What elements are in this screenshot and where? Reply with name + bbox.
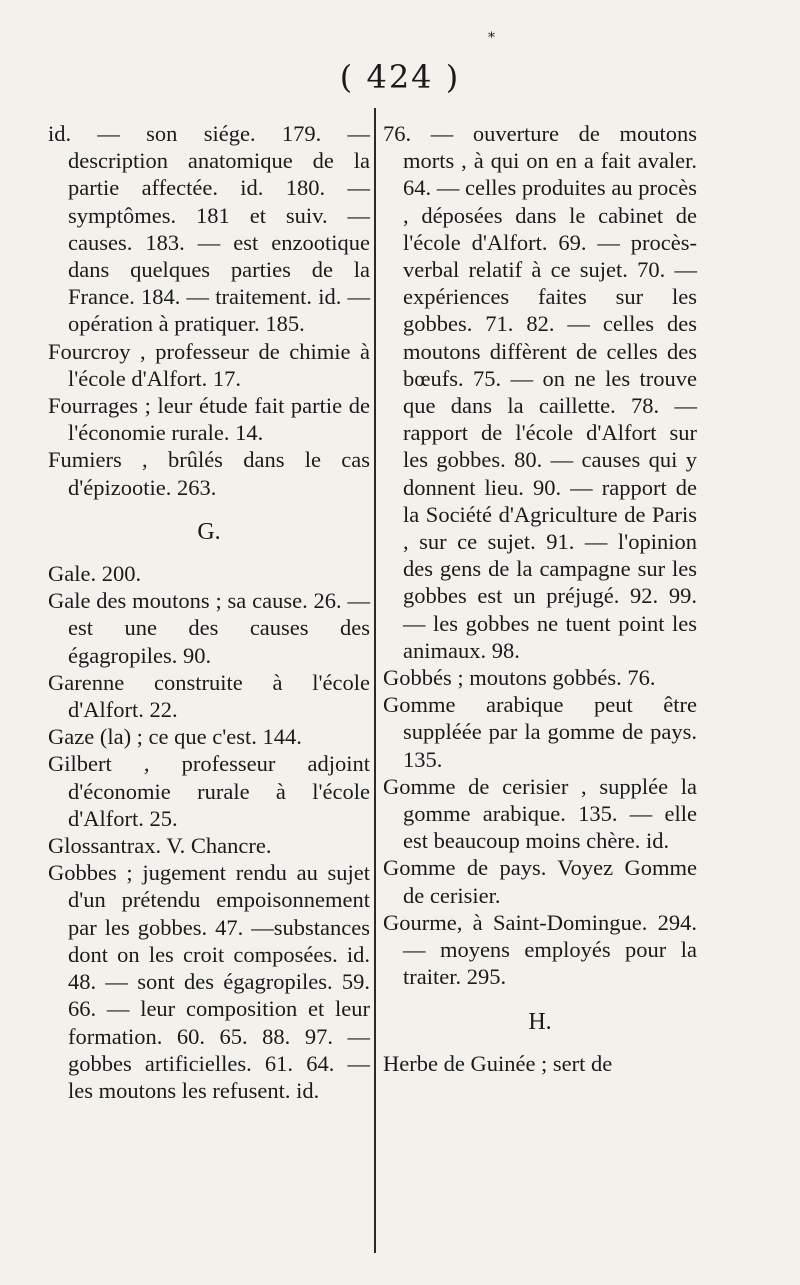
index-entry: Fumiers , brûlés dans le cas d'épizootie. 263. [48, 447, 370, 500]
index-entry: Gomme de pays. Voyez Gomme de cerisier. [383, 855, 697, 908]
section-letter: G. [197, 518, 221, 545]
printer-mark: * [488, 30, 495, 46]
index-entry: Garenne construite à l'école d'Alfort. 22. [48, 669, 370, 723]
page-number: ( 424 ) [339, 58, 461, 96]
index-entry: Gomme arabique peut être suppléée par la gomme de pays. 135. [383, 692, 697, 772]
index-entry: 76. — ouverture de moutons morts , à qui on en a fait avaler. 64. — celles produites au procès , déposées dans le cabinet de l'école d'Alfort. 69. — procès-verbal relatif à ce sujet. 70. — expériences faites sur les gobbes. 71. 82. — celles des moutons diffèrent de celles des bœufs. 75. — on ne les trouve que dans la caillette. 78. — rapport de l'école d'Alfort sur les gobbes. 80. — causes qui y donnent lieu. 90. — rapport de la Société d'Agriculture de Paris , sur ce sujet. 91. — l'opinion des gens de la campagne sur les gobbes est un préjugé. 92. 99. — les gobbes ne tuent point les animaux. 98. [383, 121, 697, 663]
left-column [48, 120, 370, 1104]
index-entry: Gilbert , professeur adjoint d'économie rurale à l'école d'Alfort. 25. [48, 751, 370, 831]
index-entry: Gale des moutons ; sa cause. 26. — est une des causes des égagropiles. 90. [48, 588, 370, 668]
index-entry: Gale. 200. [48, 561, 142, 587]
index-entry: Herbe de Guinée ; sert de [383, 1050, 613, 1076]
index-entry: id. — son siége. 179. — description anatomique de la partie affectée. id. 180. —symptômes. 181 et suiv. — causes. 183. — est enzootique dans quelques parties de la France. 184. — traitement. id. — opération à pratiquer. 185. [48, 121, 370, 337]
section-letter: H. [528, 1008, 552, 1035]
index-entry: Glossantrax. V. Chancre. [48, 833, 272, 859]
index-entry: Gobbés ; moutons gobbés. 76. [383, 665, 656, 691]
index-entry: Gobbes ; jugement rendu au sujet d'un prétendu empoisonnement par les gobbes. 47. —substances dont on les croit composées. id. 48. — sont des égagropiles. 59. 66. — leur composition et leur formation. 60. 65. 88. 97. — gobbes artificielles. 61. 64. — les moutons les refusent. id. [48, 860, 370, 1103]
index-entry: Fourcroy , professeur de chimie à l'école d'Alfort. 17. [48, 338, 370, 391]
column-divider [374, 108, 376, 1253]
index-entry: Gourme, à Saint-Domingue. 294. — moyens employés pour la traiter. 295. [383, 909, 697, 990]
index-entry: Gaze (la) ; ce que c'est. 144. [48, 724, 302, 750]
right-column [383, 120, 697, 1077]
index-entry: Gomme de cerisier , supplée la gomme arabique. 135. — elle est beaucoup moins chère. id. [383, 773, 697, 854]
index-entry: Fourrages ; leur étude fait partie de l'économie rurale. 14. [48, 393, 370, 446]
